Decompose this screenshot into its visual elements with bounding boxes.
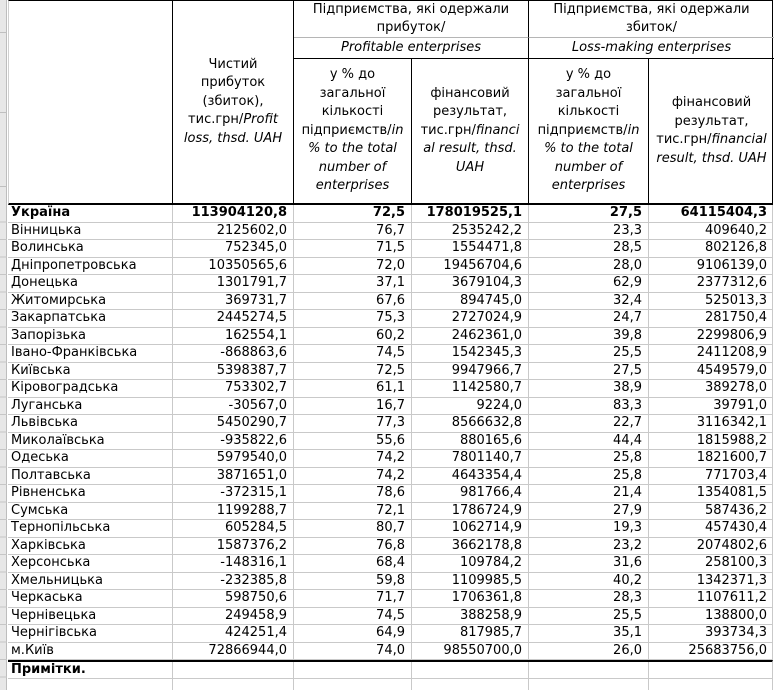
fin-loss-cell: 389278,0 xyxy=(648,380,773,397)
pct-profitable-cell: 76,8 xyxy=(293,538,411,555)
region-cell: Україна xyxy=(11,205,71,220)
pct-loss-cell: 83,3 xyxy=(528,398,648,415)
pct-loss-cell: 31,6 xyxy=(528,555,648,572)
notes-empty-cell xyxy=(528,662,648,678)
fin-profitable-cell: 1142580,7 xyxy=(411,380,528,397)
region-cell: Дніпропетровська xyxy=(11,257,137,273)
pct-profitable-cell: 67,6 xyxy=(293,293,411,310)
fin-profitable-cell: 3662178,8 xyxy=(411,538,528,555)
region-cell: Запорізька xyxy=(11,327,87,343)
region-cell: Одеська xyxy=(11,450,69,465)
table-row xyxy=(8,485,772,503)
pct-profitable-cell: 80,7 xyxy=(293,520,411,537)
region-cell: Полтавська xyxy=(11,467,91,483)
fin-loss-cell: 525013,3 xyxy=(648,293,773,310)
pct-profitable-cell: 74,5 xyxy=(293,345,411,362)
pct-profitable-cell: 74,2 xyxy=(293,450,411,467)
fin-loss-cell: 25683756,0 xyxy=(648,643,773,660)
strip-tick xyxy=(0,112,7,113)
fin-loss-cell: 3116342,1 xyxy=(648,415,773,432)
net-profit-cell: 1301791,7 xyxy=(172,275,293,292)
table-row xyxy=(8,240,772,258)
region-cell: Черкаська xyxy=(11,590,83,605)
table-header xyxy=(8,0,773,205)
region-cell: Хмельницька xyxy=(11,572,103,588)
loss-group-header-en: Loss-making enterprises xyxy=(529,38,774,59)
table-row xyxy=(8,555,772,573)
table-row xyxy=(8,205,772,223)
fin-loss-cell: 1821600,7 xyxy=(648,450,773,467)
net-profit-cell: 369731,7 xyxy=(172,293,293,310)
table-row xyxy=(8,328,772,346)
table-row xyxy=(8,538,772,556)
notes-empty-cell xyxy=(293,662,411,678)
pct-loss-cell: 25,8 xyxy=(528,468,648,485)
fin-profitable-cell: 2535242,2 xyxy=(411,223,528,240)
tail-cell xyxy=(528,679,648,690)
fin-profitable-cell: 1786724,9 xyxy=(411,503,528,520)
fin-profitable-cell: 7801140,7 xyxy=(411,450,528,467)
pct-loss-cell: 62,9 xyxy=(528,275,648,292)
net-profit-cell: 2445274,5 xyxy=(172,310,293,327)
net-profit-cell: 5979540,0 xyxy=(172,450,293,467)
pct-profitable-cell: 16,7 xyxy=(293,398,411,415)
net-profit-cell: -868863,6 xyxy=(172,345,293,362)
pct-profitable-cell: 59,8 xyxy=(293,573,411,590)
pct-loss-cell: 44,4 xyxy=(528,433,648,450)
table-row xyxy=(8,608,772,626)
fin-loss-cell: 1342371,3 xyxy=(648,573,773,590)
table-row xyxy=(8,293,772,311)
fin-profitable-cell: 8566632,8 xyxy=(411,415,528,432)
region-cell: Донецька xyxy=(11,275,78,290)
pct-loss-cell: 28,3 xyxy=(528,590,648,607)
net-profit-cell: -148316,1 xyxy=(172,555,293,572)
pct-loss-cell: 40,2 xyxy=(528,573,648,590)
table-row xyxy=(8,223,772,241)
fin-profitable-cell: 98550700,0 xyxy=(411,643,528,660)
enterprises-profit-loss-table xyxy=(8,0,773,690)
strip-tick xyxy=(0,186,7,187)
region-cell: Вінницька xyxy=(11,222,82,238)
table-row xyxy=(8,625,772,643)
pct-profitable-cell: 77,3 xyxy=(293,415,411,432)
net-profit-cell: 3871651,0 xyxy=(172,468,293,485)
fin-loss-cell: 64115404,3 xyxy=(648,205,773,222)
pct-loss-cell: 26,0 xyxy=(528,643,648,660)
strip-tick xyxy=(0,32,7,33)
fin-profitable-cell: 1062714,9 xyxy=(411,520,528,537)
net-profit-column-header xyxy=(173,1,294,203)
pct-profitable-cell: 78,6 xyxy=(293,485,411,502)
region-cell: Луганська xyxy=(11,397,83,413)
pct-loss-cell: 25,5 xyxy=(528,345,648,362)
net-profit-cell: -935822,6 xyxy=(172,433,293,450)
table-body xyxy=(8,205,773,660)
notes-row xyxy=(8,660,773,679)
fin-profitable-cell: 880165,6 xyxy=(411,433,528,450)
fin-profitable-cell: 9947966,7 xyxy=(411,363,528,380)
table-row xyxy=(8,258,772,276)
net-profit-cell: 753302,7 xyxy=(172,380,293,397)
region-cell: Тернопільська xyxy=(11,520,111,535)
pct-loss-cell: 25,8 xyxy=(528,450,648,467)
pct-profitable-cell: 37,1 xyxy=(293,275,411,292)
net-profit-cell: -372315,1 xyxy=(172,485,293,502)
net-profit-cell: 424251,4 xyxy=(172,625,293,642)
pct-loss-cell: 28,5 xyxy=(528,240,648,257)
pct-profitable-cell: 74,2 xyxy=(293,468,411,485)
table-row xyxy=(8,643,772,661)
fin-result-profitable-header: фінансовий результат, тис.грн/financial result, thsd. UAH xyxy=(412,59,529,203)
region-cell: Сумська xyxy=(11,502,69,518)
spreadsheet-edge-strip xyxy=(0,0,7,690)
pct-loss-cell: 19,3 xyxy=(528,520,648,537)
fin-loss-cell: 9106139,0 xyxy=(648,258,773,275)
fin-loss-cell: 393734,3 xyxy=(648,625,773,642)
fin-profitable-cell: 981766,4 xyxy=(411,485,528,502)
pct-loss-cell: 25,5 xyxy=(528,608,648,625)
net-profit-header-ua: Чистий прибуток (збиток), тис.грн/ xyxy=(188,56,266,128)
table-row xyxy=(8,310,772,328)
pct-loss-cell: 32,4 xyxy=(528,293,648,310)
fin-loss-cell: 258100,3 xyxy=(648,555,773,572)
pct-loss-cell: 23,2 xyxy=(528,538,648,555)
tail-cell xyxy=(648,679,773,690)
pct-profitable-cell: 60,2 xyxy=(293,328,411,345)
strip-row-ticks xyxy=(0,205,7,690)
region-cell: м.Київ xyxy=(11,642,54,658)
fin-profitable-cell: 2462361,0 xyxy=(411,328,528,345)
pct-profitable-cell: 76,7 xyxy=(293,223,411,240)
fin-profitable-cell: 9224,0 xyxy=(411,398,528,415)
pct-loss-header: у % до загальної кількості підприємств/in % to the total number of enterprises xyxy=(529,59,649,203)
pct-profitable-cell: 68,4 xyxy=(293,555,411,572)
net-profit-cell: 598750,6 xyxy=(172,590,293,607)
table-row xyxy=(8,275,772,293)
net-profit-cell: -232385,8 xyxy=(172,573,293,590)
region-cell: Закарпатська xyxy=(11,310,107,325)
pct-profitable-cell: 72,1 xyxy=(293,503,411,520)
pct-profitable-cell: 71,7 xyxy=(293,590,411,607)
region-cell: Волинська xyxy=(11,240,84,255)
fin-loss-cell: 2299806,9 xyxy=(648,328,773,345)
notes-empty-cell xyxy=(411,662,528,678)
fin-loss-cell: 281750,4 xyxy=(648,310,773,327)
notes-empty-cell xyxy=(172,662,293,678)
table-row xyxy=(8,590,772,608)
empty-tail-row xyxy=(8,679,773,690)
pct-loss-cell: 23,3 xyxy=(528,223,648,240)
pct-loss-cell: 27,5 xyxy=(528,363,648,380)
table-row xyxy=(8,345,772,363)
tail-cell xyxy=(411,679,528,690)
fin-loss-cell: 1354081,5 xyxy=(648,485,773,502)
net-profit-cell: -30567,0 xyxy=(172,398,293,415)
region-cell: Херсонська xyxy=(11,555,91,570)
net-profit-cell: 113904120,8 xyxy=(172,205,293,222)
table-row xyxy=(8,573,772,591)
net-profit-header-en: Profit loss, thsd. UAH xyxy=(183,112,283,146)
pct-loss-cell: 38,9 xyxy=(528,380,648,397)
fin-loss-cell: 1107611,2 xyxy=(648,590,773,607)
region-cell: Львівська xyxy=(11,415,78,430)
table-row xyxy=(8,380,772,398)
profitable-group-header-en: Profitable enterprises xyxy=(294,38,529,59)
net-profit-cell: 72866944,0 xyxy=(172,643,293,660)
pct-loss-cell: 35,1 xyxy=(528,625,648,642)
region-cell: Миколаївська xyxy=(11,432,105,448)
fin-profitable-cell: 178019525,1 xyxy=(411,205,528,222)
net-profit-cell: 2125602,0 xyxy=(172,223,293,240)
pct-loss-cell: 39,8 xyxy=(528,328,648,345)
pct-loss-cell: 22,7 xyxy=(528,415,648,432)
fin-profitable-cell: 2727024,9 xyxy=(411,310,528,327)
fin-loss-cell: 138800,0 xyxy=(648,608,773,625)
table-row xyxy=(8,398,772,416)
region-cell: Кіровоградська xyxy=(11,380,119,395)
tail-cell xyxy=(172,679,293,690)
region-cell: Івано-Франківська xyxy=(11,345,138,360)
pct-profitable-cell: 61,1 xyxy=(293,380,411,397)
fin-profitable-cell: 1109985,5 xyxy=(411,573,528,590)
pct-profitable-cell: 74,0 xyxy=(293,643,411,660)
fin-loss-cell: 802126,8 xyxy=(648,240,773,257)
pct-profitable-cell: 55,6 xyxy=(293,433,411,450)
pct-profitable-cell: 74,5 xyxy=(293,608,411,625)
profitable-group-header: Підприємства, які одержали прибуток/ xyxy=(294,1,529,38)
fin-profitable-cell: 3679104,3 xyxy=(411,275,528,292)
pct-profitable-cell: 71,5 xyxy=(293,240,411,257)
pct-profitable-cell: 72,0 xyxy=(293,258,411,275)
fin-profitable-cell: 817985,7 xyxy=(411,625,528,642)
fin-loss-cell: 2074802,6 xyxy=(648,538,773,555)
pct-profitable-header: у % до загальної кількості підприємств/in % to the total number of enterprises xyxy=(294,59,412,203)
notes-empty-cell xyxy=(648,662,773,678)
table-row xyxy=(8,433,772,451)
tail-cell xyxy=(8,679,172,690)
tail-cell xyxy=(293,679,411,690)
pct-profitable-cell: 72,5 xyxy=(293,205,411,222)
pct-loss-cell: 27,5 xyxy=(528,205,648,222)
table-row xyxy=(8,415,772,433)
net-profit-cell: 249458,9 xyxy=(172,608,293,625)
table-row xyxy=(8,503,772,521)
fin-profitable-cell: 109784,2 xyxy=(411,555,528,572)
table-row xyxy=(8,450,772,468)
pct-loss-cell: 21,4 xyxy=(528,485,648,502)
loss-group-header: Підприємства, які одержали збиток/ xyxy=(529,1,774,38)
fin-profitable-cell: 19456704,6 xyxy=(411,258,528,275)
region-cell: Харківська xyxy=(11,537,86,553)
net-profit-cell: 10350565,6 xyxy=(172,258,293,275)
fin-profitable-cell: 4643354,4 xyxy=(411,468,528,485)
fin-loss-cell: 771703,4 xyxy=(648,468,773,485)
fin-loss-cell: 1815988,2 xyxy=(648,433,773,450)
region-cell: Рівненська xyxy=(11,485,86,500)
net-profit-cell: 1199288,7 xyxy=(172,503,293,520)
net-profit-cell: 5450290,7 xyxy=(172,415,293,432)
table-row xyxy=(8,468,772,486)
net-profit-cell: 1587376,2 xyxy=(172,538,293,555)
fin-loss-cell: 409640,2 xyxy=(648,223,773,240)
pct-loss-cell: 24,7 xyxy=(528,310,648,327)
net-profit-cell: 605284,5 xyxy=(172,520,293,537)
fin-profitable-cell: 1554471,8 xyxy=(411,240,528,257)
region-column-header xyxy=(9,1,173,203)
pct-loss-cell: 28,0 xyxy=(528,258,648,275)
table-row xyxy=(8,520,772,538)
pct-profitable-cell: 64,9 xyxy=(293,625,411,642)
pct-profitable-cell: 72,5 xyxy=(293,363,411,380)
region-cell: Київська xyxy=(11,362,71,378)
fin-profitable-cell: 388258,9 xyxy=(411,608,528,625)
fin-profitable-cell: 1706361,8 xyxy=(411,590,528,607)
notes-label: Примітки. xyxy=(11,662,86,677)
table-row xyxy=(8,363,772,381)
region-cell: Чернівецька xyxy=(11,607,97,623)
fin-loss-cell: 457430,4 xyxy=(648,520,773,537)
fin-loss-cell: 2377312,6 xyxy=(648,275,773,292)
fin-profitable-cell: 894745,0 xyxy=(411,293,528,310)
fin-loss-cell: 4549579,0 xyxy=(648,363,773,380)
net-profit-cell: 5398387,7 xyxy=(172,363,293,380)
region-cell: Житомирська xyxy=(11,292,107,308)
net-profit-cell: 752345,0 xyxy=(172,240,293,257)
fin-loss-cell: 2411208,9 xyxy=(648,345,773,362)
fin-loss-cell: 587436,2 xyxy=(648,503,773,520)
region-cell: Чернігівська xyxy=(11,625,98,640)
pct-profitable-cell: 75,3 xyxy=(293,310,411,327)
net-profit-cell: 162554,1 xyxy=(172,328,293,345)
fin-profitable-cell: 1542345,3 xyxy=(411,345,528,362)
fin-result-loss-header: фінансовий результат, тис.грн/financial result, thsd. UAH xyxy=(656,95,767,166)
fin-loss-cell: 39791,0 xyxy=(648,398,773,415)
pct-loss-cell: 27,9 xyxy=(528,503,648,520)
